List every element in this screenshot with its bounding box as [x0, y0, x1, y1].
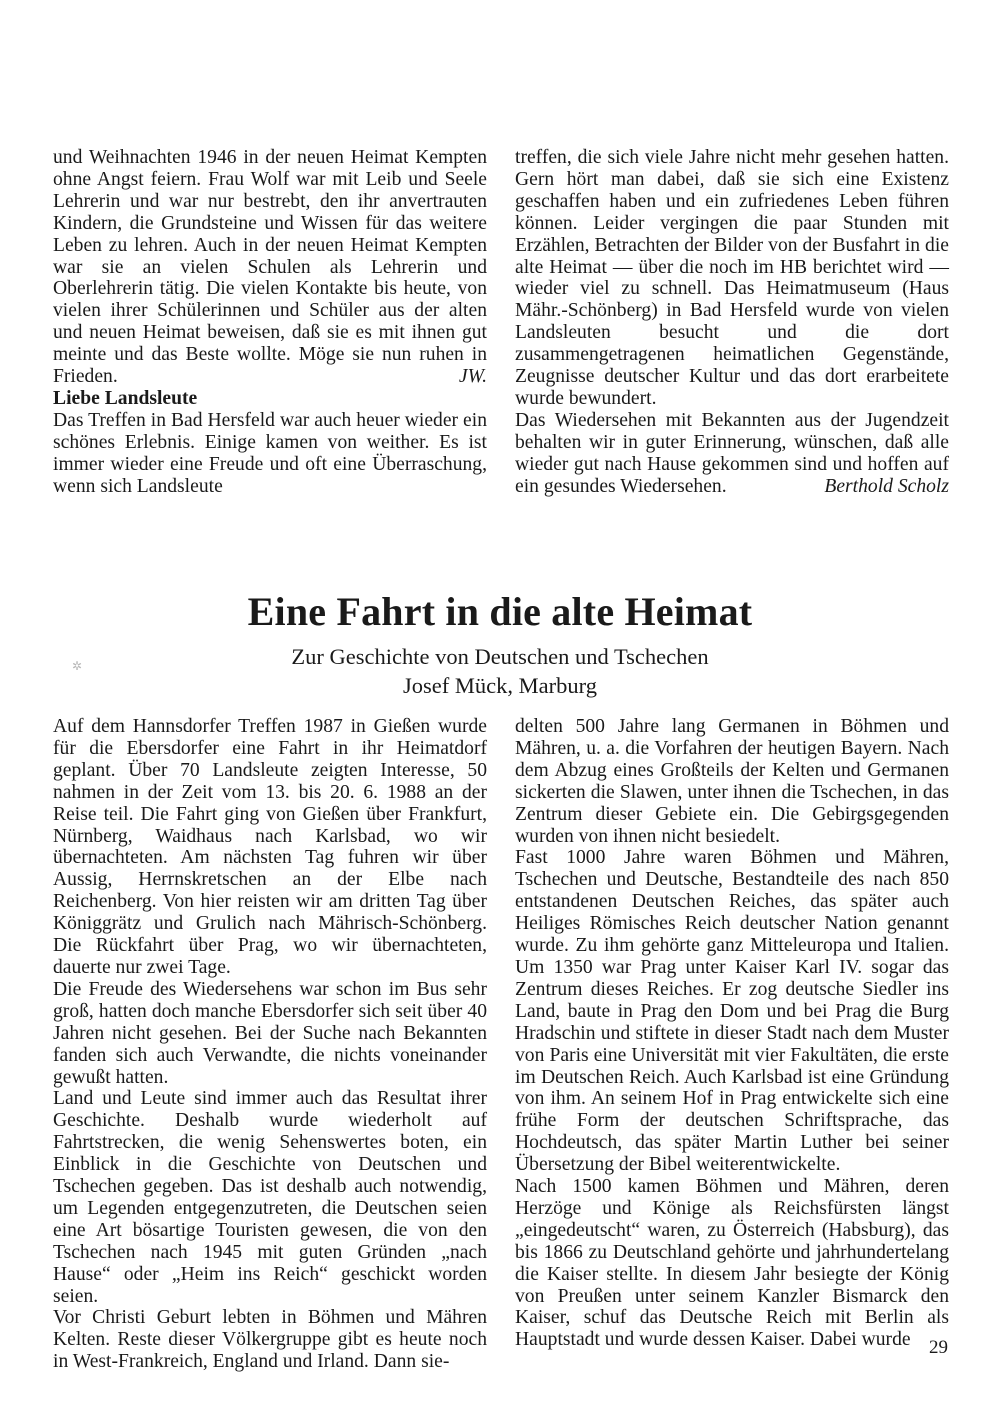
obituary-text: und Weihnachten 1946 in der neuen Heimat Kempten ohne Angst feiern. Frau Wolf war mit Leib und Seele Lehrerin und war nur bestrebt, den ihr anvertrauten Kindern, die Grundsteine und Wissen für das weitere Leben zu lehren. Auch in der neuen Heimat Kempten war sie an vielen Schulen als Lehrerin und Oberlehrerin tätig. Die vielen Kontakte bis heute, von vielen ihrer Schülerinnen und Schüler aus der alten und neuen Heimat beweisen, daß sie es mit ihnen gut meinte und das Beste wollte. Möge sie nun ruhen in Frieden.	[53, 147, 487, 388]
bottom-left-column	[53, 716, 487, 1373]
article-paragraph-5: delten 500 Jahre lang Germanen in Böhmen und Mähren, u. a. die Vorfahren der heutigen Bayern. Nach dem Abzug eines Großteils der Kelten und Germanen sickerten die Slawen, unter ihnen die Tschechen, in das Zentrum dieser Gebiete ein. Die Gebirgsgegenden wurden von ihnen nicht besiedelt.	[515, 716, 949, 847]
article-paragraph-2: Die Freude des Wiedersehens war schon im Bus sehr groß, hatten doch manche Ebersdorfer sich seit über 40 Jahren nicht gesehen. Bei der Suche nach Bekannten fanden sich auch Verwandte, die nichts voneinander gewußt hatten.	[53, 978, 487, 1088]
article-paragraph-6: Fast 1000 Jahre waren Böhmen und Mähren, Tschechen und Deutsche, Bestandteile des nach 850 entstandenen Deutschen Reiches, das später auch Heiliges Römisches Reich deutscher Nation genannt wurde. Zu ihm gehörte ganz Mitteleuropa und Italien. Um 1350 war Prag unter Kaiser Karl IV. sogar das Zentrum dieses Reiches. Er zog deutsche Siedler ins Land, baute in Prag den Dom und bei Prag die Burg Hradschin und stiftete in dieser Stadt nach dem Muster von Paris eine Universität mit vier Fakultäten, die erste im Deutschen Reich. Auch Karlsbad ist eine Gründung von ihm. An seinem Hof in Prag entwickelte sich eine frühe Form der deutschen Schriftsprache, das Hochdeutsch, das später Martin Luther bei seiner Übersetzung der Bibel weiterentwickelte.	[515, 847, 949, 1176]
page-number: 29	[929, 1337, 948, 1358]
bottom-right-column	[515, 716, 949, 1351]
decorative-ornament-icon: ✲	[72, 659, 83, 673]
article-paragraph-4: Vor Christi Geburt lebten in Böhmen und Mähren Kelten. Reste dieser Völkergruppe gibt es heute noch in West-Frankreich, England und Irland. Dann sie-	[53, 1307, 487, 1373]
article-header	[240, 588, 760, 700]
closing-signature: Berthold Scholz	[824, 475, 949, 497]
article-author: Josef Mück, Marburg	[403, 673, 597, 698]
article-paragraph-3: Land und Leute sind immer auch das Resultat ihrer Geschichte. Deshalb wurde wiederholt auf Fahrtstrecken, die wenig Sehenswertes boten, ein Einblick in die Geschichte von Deutschen und Tschechen gegeben. Das ist deshalb auch notwendig, um Legenden entgegenzutreten, die Deutschen seien eine Art bösartige Touristen gewesen, die von den Tschechen nach 1945 mit guten Gründen „nach Hause“ oder „Heim ins Reich“ geschickt worden seien.	[53, 1088, 487, 1307]
closing-paragraph	[515, 410, 949, 498]
closing-text: Das Wiedersehen mit Bekannten aus der Jugendzeit behalten wir in guter Erinnerung, wünschen, daß alle wieder gut nach Hause gekommen sind und hoffen auf ein gesundes Wiedersehen.	[515, 409, 949, 497]
top-left-column	[53, 147, 487, 498]
article-title: Eine Fahrt in die alte Heimat	[247, 589, 753, 634]
section-heading: Liebe Landsleute	[53, 387, 198, 409]
top-right-column	[515, 147, 949, 498]
article-subtitle: Zur Geschichte von Deutschen und Tschechen	[291, 644, 709, 669]
meeting-continued-paragraph: treffen, die sich viele Jahre nicht mehr gesehen hatten. Gern hört man dabei, daß sie sich eine Existenz geschaffen haben und ein zufriedenes Leben führen können. Leider vergingen die paar Stunden mit Erzählen, Betrachten der Bilder von der Busfahrt in die alte Heimat — über die noch im HB berichtet wird — wieder viel zu schnell. Das Heimatmuseum (Haus Mähr.-Schönberg) in Bad Hersfeld wurde von vielen Landsleuten besucht und die dort zusammengetragenen heimatlichen Gegenstände, Zeugnisse deutscher Kultur und das dort erarbeitete wurde bewundert.	[515, 147, 949, 409]
article-paragraph-7: Nach 1500 kamen Böhmen und Mähren, deren Herzöge und Könige als Reichsfürsten längst „eingedeutscht“ waren, zu Österreich (Habsburg), das bis 1866 zu Deutschland gehörte und jahrhundertelang die Kaiser stellte. In diesem Jahr besiegte der König von Preußen unter seinem Kanzler Bismarck den Kaiser, schuf das Deutsche Reich mit Berlin als Hauptstadt und wurde dessen Kaiser. Dabei wurde	[515, 1176, 949, 1351]
obituary-paragraph	[53, 147, 487, 388]
meeting-paragraph: Das Treffen in Bad Hersfeld war auch heuer wieder ein schönes Erlebnis. Einige kamen von weither. Es ist immer wieder eine Freude und oft eine Überraschung, wenn sich Landsleute	[53, 409, 487, 497]
article-paragraph-1: Auf dem Hannsdorfer Treffen 1987 in Gießen wurde für die Ebersdorfer eine Fahrt in ihr Heimatdorf geplant. Über 70 Landsleute zeigten Interesse, 50 nahmen in der Zeit vom 13. bis 20. 6. 1988 an der Reise teil. Die Fahrt ging von Gießen über Frankfurt, Nürnberg, Waidhaus nach Karlsbad, wo wir übernachteten. Am nächsten Tag fuhren wir über Aussig, Herrnskretschen an der Elbe nach Reichenberg. Von hier reisten wir am dritten Tag über Königgrätz und Grulich nach Mährisch-Schönberg. Die Rückfahrt über Prag, wo wir übernachteten, dauerte nur zwei Tage.	[53, 716, 487, 978]
obituary-signature: JW.	[458, 366, 487, 388]
